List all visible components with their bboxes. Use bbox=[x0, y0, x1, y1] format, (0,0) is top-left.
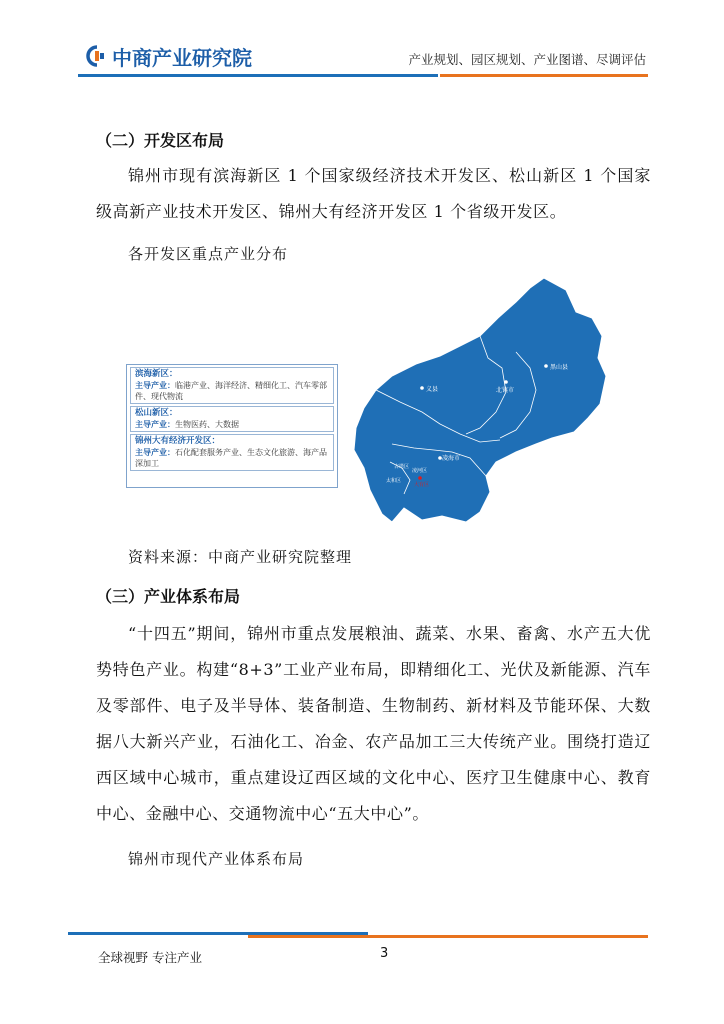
city-dot-beizhen bbox=[504, 380, 508, 384]
map-label-beizhen: 北镇市 bbox=[496, 387, 515, 394]
legend-songshan-text: 生物医药、大数据 bbox=[175, 420, 239, 429]
jinzhou-map bbox=[330, 272, 620, 534]
figure-caption-industry-system: 锦州市现代产业体系布局 bbox=[128, 850, 305, 868]
section-heading-industry-system: （三）产业体系布局 bbox=[96, 587, 241, 606]
map-label-yixian: 义县 bbox=[426, 386, 439, 393]
footer-rule-orange bbox=[248, 935, 648, 938]
header-rule-orange bbox=[440, 74, 648, 77]
legend-songshan-label: 主导产业： bbox=[135, 420, 175, 429]
map-label-daheyou: 大有区 bbox=[414, 482, 430, 488]
paragraph-dev-zones: 锦州市现有滨海新区 1 个国家级经济技术开发区、松山新区 1 个国家级高新产业技术开发区、锦州大有经济开发区 1 个省级开发区。 bbox=[96, 166, 651, 221]
city-dot-daheyou bbox=[418, 476, 422, 480]
legend-songshan bbox=[130, 406, 334, 432]
logo-text: 中商产业研究院 bbox=[112, 45, 252, 70]
map-label-linghe: 凌河区 bbox=[412, 468, 428, 474]
legend-dayou-label: 主导产业： bbox=[135, 448, 175, 457]
header-rule-blue bbox=[78, 74, 438, 77]
dev-zone-legend bbox=[126, 364, 338, 488]
figure-caption-dev-zones: 各开发区重点产业分布 bbox=[128, 245, 289, 263]
map-label-heishan: 黑山县 bbox=[550, 364, 569, 371]
map-label-guta: 古塔区 bbox=[394, 464, 410, 470]
map-label-taihe: 太和区 bbox=[386, 478, 402, 484]
footer-slogan: 全球视野 专注产业 bbox=[98, 950, 202, 965]
figure-source: 资料来源：中商产业研究院整理 bbox=[128, 548, 353, 566]
legend-dayou bbox=[130, 434, 334, 471]
paragraph-industry-system: “十四五”期间，锦州市重点发展粮油、蔬菜、水果、畜禽、水产五大优势特色产业。构建“8+3”工业产业布局，即精细化工、光伏及新能源、汽车及零部件、电子及半导体、装备制造、生物制药、新材料及节能环保、大数据八大新兴产业，石油化工、冶金、农产品加工三大传统产业。围绕打造辽西区域中心城市，重点建设辽西区域的文化中心、医疗卫生健康中心、教育中心、金融中心、交通物流中心“五大中心”。 bbox=[96, 624, 651, 823]
legend-dayou-text: 石化配套服务产业、生态文化旅游、海产品深加工 bbox=[135, 448, 327, 468]
legend-binhai-title: 滨海新区： bbox=[135, 369, 178, 379]
city-dot-yixian bbox=[420, 386, 424, 390]
logo bbox=[86, 44, 252, 68]
legend-songshan-title: 松山新区： bbox=[135, 408, 178, 418]
city-dot-heishan bbox=[544, 364, 548, 368]
map-label-linghai: 凌海市 bbox=[442, 455, 461, 462]
map-region-outline bbox=[354, 278, 606, 522]
legend-dayou-title: 锦州大有经济开发区： bbox=[135, 436, 221, 446]
legend-binhai bbox=[130, 367, 334, 404]
section-heading-dev-zones: （二）开发区布局 bbox=[96, 131, 225, 150]
header-services: 产业规划、园区规划、产业图谱、尽调评估 bbox=[408, 52, 646, 67]
legend-binhai-label: 主导产业： bbox=[135, 381, 175, 390]
logo-icon bbox=[86, 45, 108, 67]
page-header bbox=[0, 0, 724, 80]
page-number: 3 bbox=[380, 946, 389, 961]
legend-binhai-text: 临港产业、海洋经济、精细化工、汽车零部件、现代物流 bbox=[135, 381, 327, 401]
